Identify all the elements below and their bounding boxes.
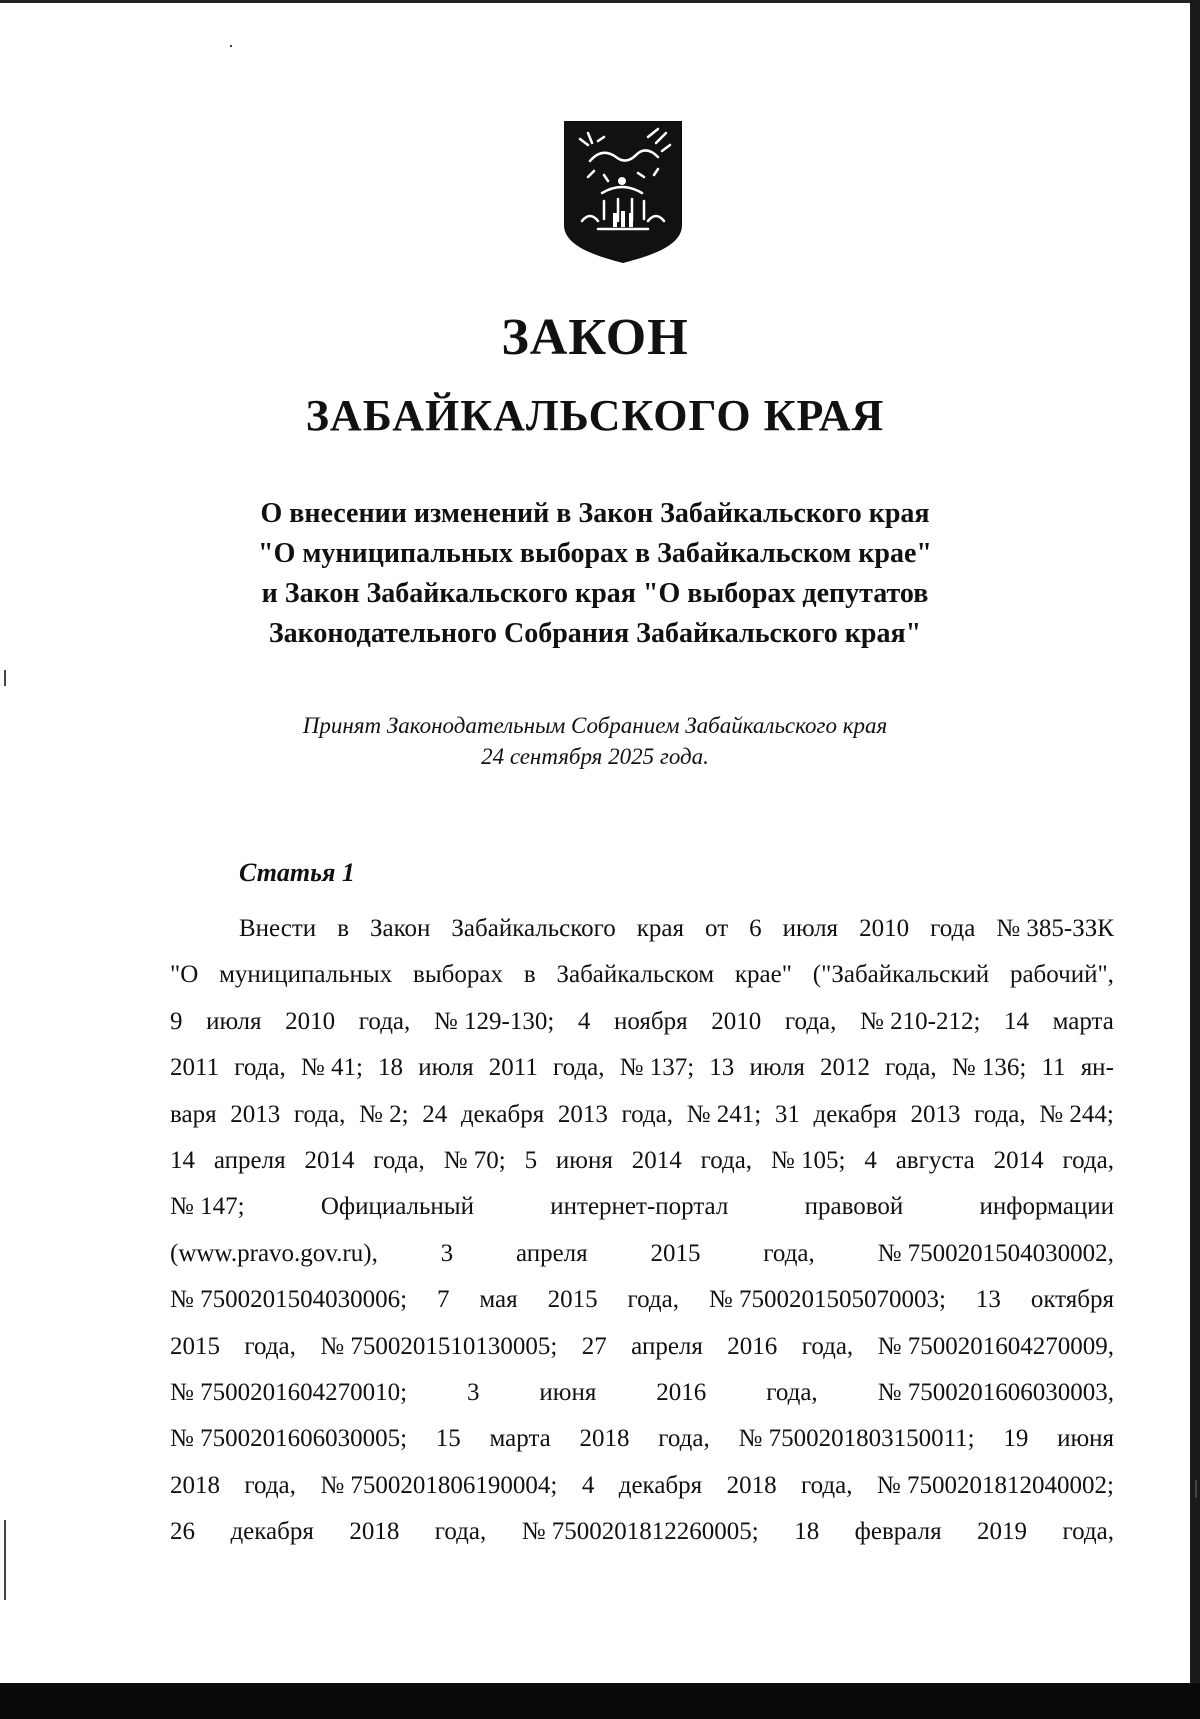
article-word: июля — [206, 1007, 262, 1035]
article-word: года, — [293, 1100, 346, 1128]
article-word: 19 — [1003, 1425, 1029, 1453]
article-word: в — [337, 915, 349, 942]
article-word: № 241; — [686, 1100, 762, 1128]
article-word: № 210-212; — [860, 1007, 981, 1035]
article-word: № 7500201604270010; — [170, 1379, 408, 1407]
article-word: 11 — [1041, 1054, 1066, 1082]
scan-speck — [230, 45, 232, 47]
article-word: года, — [621, 1100, 673, 1128]
adoption-date: 24 сентября 2025 года. — [481, 744, 709, 769]
article-word: 2018 — [579, 1425, 630, 1453]
article-word: крае" — [734, 961, 792, 989]
article-word: 2015 — [650, 1239, 701, 1267]
article-word: года, — [234, 1054, 286, 1082]
article-word: 2018 — [170, 1471, 220, 1499]
article-word: 14 — [170, 1147, 195, 1175]
article-word: № 105; — [770, 1147, 846, 1175]
article-word: № 137; — [619, 1054, 695, 1082]
article-word: края — [636, 915, 685, 942]
article-word: № 147; — [170, 1193, 245, 1221]
article-word: июня — [539, 1379, 597, 1407]
article-word: от — [705, 915, 729, 942]
article-word: 2019 — [977, 1518, 1028, 1546]
article-word: № 385-ЗЗК — [996, 915, 1114, 942]
article-word: апреля — [631, 1332, 703, 1360]
article-word: 2013 — [910, 1100, 961, 1128]
scan-speck — [4, 670, 6, 686]
article-word: июля — [418, 1054, 474, 1082]
scan-right-edge — [1190, 0, 1200, 1719]
article-word: августа — [895, 1147, 975, 1175]
article-word: года, — [1062, 1147, 1114, 1175]
article-word: правовой — [804, 1193, 904, 1221]
article-word: 4 — [581, 1471, 595, 1499]
article-word: 2013 — [557, 1100, 608, 1128]
article-word: 9 — [170, 1007, 183, 1035]
article-word: № 2; — [358, 1100, 409, 1128]
article-word: 2010 — [711, 1007, 762, 1035]
article-word: 2010 — [859, 915, 910, 942]
article-word: варя — [170, 1100, 217, 1128]
article-word: 4 — [864, 1147, 877, 1175]
article-word: "О — [170, 961, 199, 989]
article-word: № 129-130; — [433, 1007, 555, 1035]
article-word: года, — [974, 1100, 1026, 1128]
article-line — [170, 1138, 1114, 1184]
article-word: рабочий", — [1009, 961, 1114, 989]
article-word: 13 — [975, 1286, 1001, 1314]
article-word: февраля — [854, 1518, 942, 1546]
article-line — [170, 952, 1114, 998]
article-word: № 136; — [951, 1054, 1027, 1082]
article-word: года, — [244, 1471, 296, 1499]
article-word: № 7500201806190004; — [320, 1471, 558, 1499]
coat-of-arms-emblem-icon — [558, 117, 688, 267]
law-title: ЗАКОН — [501, 309, 689, 366]
article-word: марта — [1052, 1007, 1114, 1035]
article-word: марта — [489, 1425, 551, 1453]
adoption-note — [0, 710, 1190, 772]
article-word: июня — [555, 1147, 613, 1175]
article-word: 3 — [440, 1239, 454, 1267]
subtitle-line: "О муниципальных выборах в Забайкальском крае" — [258, 538, 932, 569]
article-word: июля — [782, 915, 839, 942]
article-line — [170, 1045, 1114, 1091]
article-word: № 244; — [1039, 1100, 1114, 1128]
article-word: № 41; — [300, 1054, 363, 1082]
article-word: года, — [658, 1425, 710, 1453]
article-line — [170, 1184, 1114, 1230]
article-word: 2014 — [993, 1147, 1044, 1175]
article-word: года, — [373, 1147, 425, 1175]
article-word: 27 — [581, 1332, 607, 1360]
article-line — [170, 1370, 1114, 1416]
article-word: года, — [801, 1332, 854, 1360]
article-word: года, — [700, 1147, 753, 1175]
article-word: 18 — [378, 1054, 404, 1082]
article-word: декабря — [230, 1518, 314, 1546]
article-word: года, — [885, 1054, 937, 1082]
scan-speck — [4, 1520, 6, 1600]
article-word: декабря — [618, 1471, 703, 1499]
article-word: № 7500201606030005; — [170, 1425, 408, 1453]
article-word: муниципальных — [219, 961, 393, 989]
article-word: 2012 — [820, 1054, 870, 1082]
article-word: года, — [552, 1054, 605, 1082]
article-word: 2010 — [285, 1007, 336, 1035]
article-word: № 7500201606030003, — [877, 1379, 1114, 1407]
article-word: ноября — [614, 1007, 688, 1035]
article-word: 2011 — [170, 1054, 220, 1082]
article-word: № 7500201803150011; — [738, 1425, 975, 1453]
article-word: в — [523, 961, 536, 989]
article-word: 2018 — [349, 1518, 400, 1546]
article-word: № 7500201812040002; — [876, 1471, 1114, 1499]
article-line — [170, 1324, 1114, 1370]
article-word: № 7500201604270009, — [877, 1332, 1114, 1360]
article-word: декабря — [460, 1100, 545, 1128]
article-line — [170, 1092, 1114, 1138]
article-word: 2014 — [631, 1147, 682, 1175]
article-word: года, — [784, 1007, 837, 1035]
article-word: 4 — [577, 1007, 591, 1035]
subtitle-line: Законодательного Собрания Забайкальского края" — [268, 618, 922, 649]
article-word: 2015 — [547, 1286, 598, 1314]
article-word: мая — [479, 1286, 518, 1314]
article-word: ян- — [1080, 1054, 1114, 1082]
article-word: ("Забайкальский — [812, 961, 990, 989]
article-word: № 7500201505070003; — [708, 1286, 946, 1314]
article-word: 31 — [774, 1100, 800, 1128]
article-word: № 70; — [443, 1147, 506, 1175]
article-word: Забайкальского — [451, 915, 616, 942]
article-word: года, — [1062, 1518, 1114, 1546]
article-word: 2013 — [230, 1100, 281, 1128]
article-word: 6 — [749, 915, 762, 942]
article-word: Забайкальском — [556, 961, 715, 989]
article-line — [170, 1231, 1114, 1277]
article-word: интернет-портал — [550, 1193, 729, 1221]
article-word: № 7500201504030002, — [877, 1239, 1114, 1267]
article-word: декабря — [813, 1100, 897, 1128]
article-word: Внести — [239, 915, 317, 942]
article-heading: Статья 1 — [239, 858, 355, 887]
article-line — [170, 1277, 1114, 1323]
article-word: № 7500201812260005; — [521, 1518, 759, 1546]
article-word: 13 — [709, 1054, 735, 1082]
article-line — [170, 1416, 1114, 1462]
article-word: 2011 — [488, 1054, 538, 1082]
law-subtitle — [0, 494, 1190, 654]
article-word: июня — [1057, 1425, 1114, 1453]
article-word: № 7500201510130005; — [320, 1332, 558, 1360]
article-line — [170, 999, 1114, 1045]
article-word: 3 — [466, 1379, 480, 1407]
article-word: 7 — [436, 1286, 450, 1314]
region-title: ЗАБАЙКАЛЬСКОГО КРАЯ — [305, 391, 885, 440]
article-word: октября — [1030, 1286, 1114, 1314]
article-word: года, — [244, 1332, 296, 1360]
article-body — [170, 906, 1114, 1556]
article-word: года, — [627, 1286, 679, 1314]
article-word: № 7500201504030006; — [170, 1286, 408, 1314]
scan-top-edge — [0, 0, 1200, 3]
article-word: 24 — [422, 1100, 448, 1128]
article-word: года, — [434, 1518, 487, 1546]
article-word: года, — [766, 1379, 818, 1407]
article-word: июля — [749, 1054, 805, 1082]
article-word: информации — [979, 1193, 1114, 1221]
article-word: 26 — [170, 1518, 195, 1546]
article-word: года, — [800, 1471, 853, 1499]
adoption-line: Принят Законодательным Собранием Забайкальского края — [302, 713, 888, 738]
article-line — [170, 1509, 1114, 1555]
scan-speck — [1195, 1480, 1197, 1498]
subtitle-line: и Закон Забайкальского края "О выборах депутатов — [261, 578, 929, 609]
article-word: 2016 — [656, 1379, 707, 1407]
article-word: 2015 — [170, 1332, 220, 1360]
article-word: 2018 — [726, 1471, 777, 1499]
article-word: 5 — [524, 1147, 538, 1175]
article-word: 2014 — [304, 1147, 355, 1175]
article-word: 14 — [1004, 1007, 1030, 1035]
article-word: года, — [358, 1007, 411, 1035]
article-word: 15 — [435, 1425, 461, 1453]
scan-bottom-edge — [0, 1683, 1200, 1719]
article-word: Официальный — [320, 1193, 474, 1221]
article-word: апреля — [515, 1239, 588, 1267]
article-line — [170, 1463, 1114, 1509]
article-word: (www.pravo.gov.ru), — [170, 1239, 378, 1267]
article-word: года — [930, 915, 976, 942]
article-word: Закон — [370, 915, 431, 942]
article-word: года, — [763, 1239, 815, 1267]
article-word: 2016 — [727, 1332, 778, 1360]
article-word: апреля — [213, 1147, 286, 1175]
article-line — [170, 906, 1114, 952]
article-word: 18 — [794, 1518, 820, 1546]
subtitle-line: О внесении изменений в Закон Забайкальского края — [260, 498, 930, 529]
article-word: выборах — [413, 961, 503, 989]
